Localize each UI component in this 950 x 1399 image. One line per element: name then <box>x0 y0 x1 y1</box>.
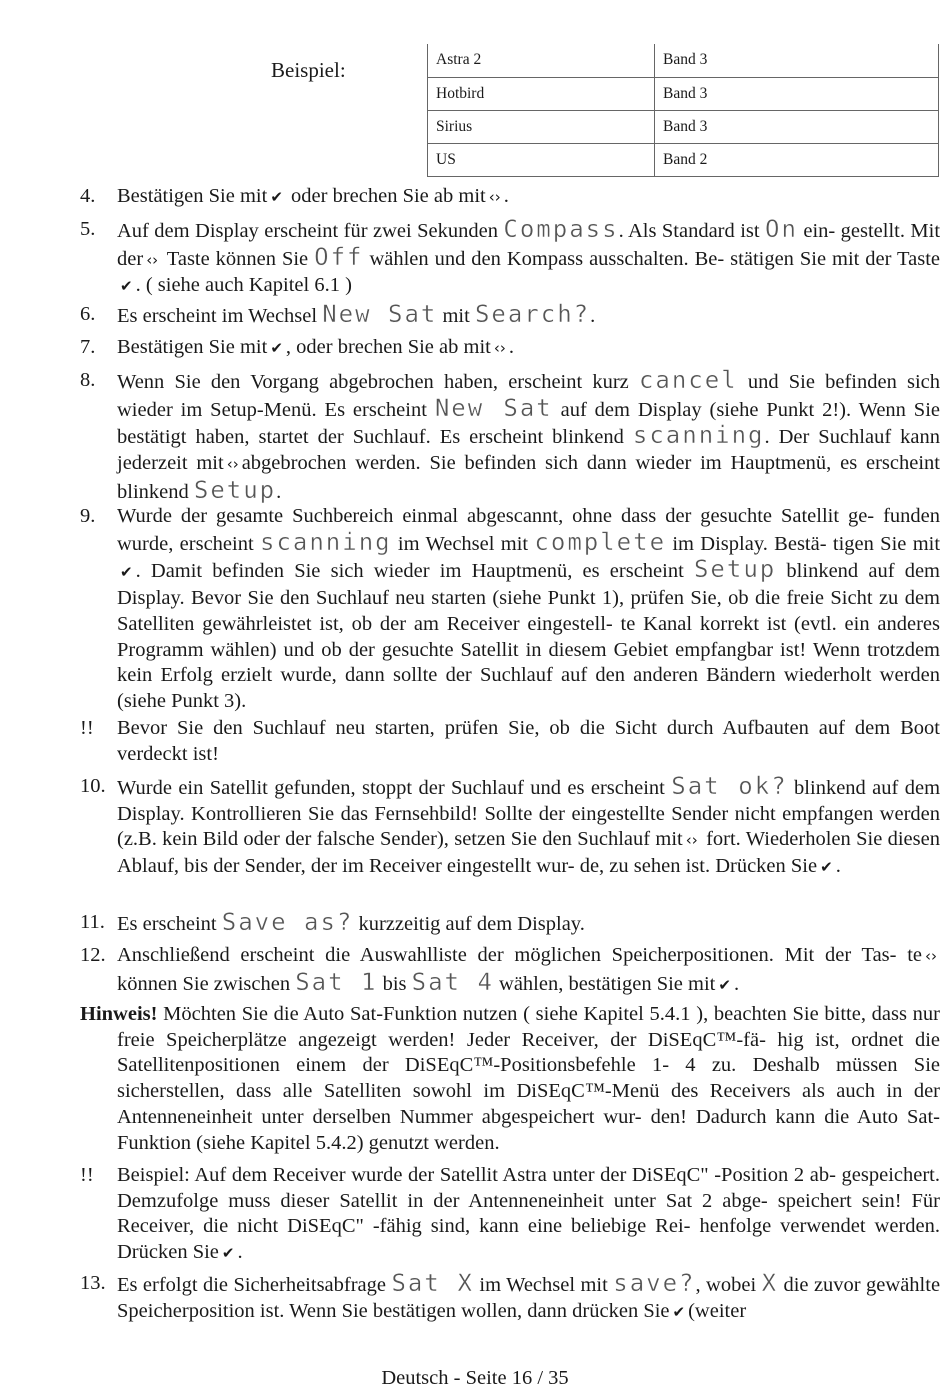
step-text: Bevor Sie den Suchlauf neu starten, prüfen Sie, ob die Sicht durch Aufbauten auf dem Boot verdeckt ist! <box>117 717 940 765</box>
step-text: im Wechsel mit <box>397 532 529 555</box>
check-icon: ✔ <box>718 975 731 994</box>
step-text: kurzzeitig auf dem Display. <box>358 913 585 935</box>
step-number: 11. <box>80 911 105 933</box>
step-text: Es erscheint im Wechsel <box>117 305 318 327</box>
step-number: 4. <box>80 185 96 207</box>
table-row <box>428 44 939 77</box>
display-text: Off <box>314 242 364 271</box>
arrows-icon: ‹› <box>685 831 698 850</box>
step-number: 8. <box>80 369 96 391</box>
step-12 <box>80 943 940 998</box>
table-cell: US <box>428 143 655 176</box>
step-8 <box>80 368 940 506</box>
step-text: . <box>733 972 740 995</box>
step-text: . <box>508 336 514 358</box>
check-icon: ✔ <box>120 563 133 582</box>
step-text: im Wechsel mit <box>479 1274 608 1296</box>
arrows-icon: ‹› <box>226 455 239 474</box>
display-text: New Sat <box>322 300 438 328</box>
arrows-icon: ‹› <box>146 250 159 269</box>
display-text: scanning <box>632 421 765 450</box>
check-icon: ✔ <box>270 339 283 357</box>
display-text: Sat ok? <box>671 772 788 800</box>
step-text: . Damit befinden Sie sich wieder im Hauptmenü, es erscheint <box>135 560 684 583</box>
display-text: Save as? <box>221 908 354 936</box>
step-text: . <box>835 855 841 878</box>
step-10 <box>80 774 940 881</box>
step-text: Es erscheint <box>117 913 217 935</box>
display-text: X <box>761 1269 779 1297</box>
step-text: . <box>276 480 282 503</box>
step-9 <box>80 504 940 715</box>
display-text: complete <box>534 527 667 556</box>
step-text: , oder brechen Sie ab mit <box>285 336 491 358</box>
example-label: Beispiel: <box>271 58 346 82</box>
table-row <box>428 143 939 176</box>
step-text: wählen und den Kompass ausschalten. Be- stätigen Sie mit der Taste <box>369 247 941 270</box>
step-text: im Display. Bestä- tigen Sie mit <box>672 532 941 555</box>
table-cell: Band 3 <box>655 110 939 143</box>
step-text: (weiter <box>688 1299 747 1322</box>
step-text: abgebrochen werden. Sie befinden sich dann wieder im Hauptmenü, es erscheint blinkend <box>117 452 940 503</box>
step-text: Wurde der gesamte Suchbereich einmal abgescannt, ohne dass der gesuchte Satellit ge- funden wurde, erscheint <box>117 505 940 555</box>
step-number: 6. <box>80 303 96 325</box>
step-number: 7. <box>80 336 96 358</box>
arrows-icon: ‹› <box>925 947 937 965</box>
display-text: On <box>765 215 798 243</box>
table-cell: Sirius <box>428 110 655 143</box>
check-icon: ✔ <box>820 858 833 877</box>
step-text: . ( siehe auch Kapitel 6.1 ) <box>135 274 352 297</box>
display-text: Setup <box>193 475 277 504</box>
step-text: und Sie befinden sich wieder im Setup-Menü. Es erscheint <box>117 371 940 421</box>
page-footer: Deutsch - Seite 16 / 35 <box>381 1367 569 1389</box>
hint-text: Möchten Sie die Auto Sat-Funktion nutzen ( siehe Kapitel 5.4.1 ), beachten Sie bitte, dass nur freie Speicherplätze angezeigt werden! Jeder Receiver, der DiSEqC™-fä- hig ist, ordnet die Satellitenpositionen einem der DiSEqC™-Positionsbefehle 1- 4 zu. Deshalb müssen Sie sicherstellen, dass alle Satelliten sowohl im DiSEqC™-Menü des Receivers als auch in der Antenneneinheit unter derselben Nummer abgespeichert wur- den! Dadurch kann die Auto Sat-Funktion (siehe Kapitel 5.4.2) genutzt werden. <box>117 1003 941 1154</box>
step-text: . <box>590 305 596 327</box>
display-text: Sat X <box>391 1269 474 1297</box>
table-row <box>428 110 939 143</box>
check-icon: ✔ <box>120 277 133 296</box>
step-text: Wurde ein Satellit gefunden, stoppt der Suchlauf und es erscheint <box>117 777 665 799</box>
step-number: 12. <box>80 944 106 966</box>
table-cell: Band 3 <box>655 44 939 77</box>
step-text: bis <box>382 972 407 995</box>
table-cell: Astra 2 <box>428 44 655 77</box>
display-text: Compass <box>503 215 619 243</box>
step-number: 9. <box>80 505 96 527</box>
step-5 <box>80 217 940 300</box>
display-text: Sat 4 <box>411 967 494 996</box>
step-13 <box>80 1271 940 1325</box>
step-text: Es erfolgt die Sicherheitsabfrage <box>117 1274 386 1296</box>
display-text: Search? <box>474 300 591 328</box>
step-text: Anschließend erscheint die Auswahlliste der möglichen Speicherpositionen. Mit der Tas- te <box>117 944 922 966</box>
hint-lead: Hinweis! <box>80 1003 158 1025</box>
display-text: Sat 1 <box>295 967 378 996</box>
warning-1 <box>80 716 940 767</box>
step-text: auf dem Display (siehe Punkt 2!). Wenn Sie bestätigt haben, startet der Suchlauf. Es erscheint blinkend <box>117 398 940 449</box>
step-text: . <box>503 185 509 207</box>
warning-mark: !! <box>80 717 94 739</box>
band-table <box>427 44 939 177</box>
step-text: . Der Suchlauf kann jederzeit mit <box>117 426 941 475</box>
display-text: scanning <box>260 527 392 556</box>
step-text: Bestätigen Sie mit <box>117 185 268 207</box>
step-text: Bestätigen Sie mit <box>117 336 268 358</box>
arrows-icon: ‹› <box>493 339 506 357</box>
step-text: . <box>237 1241 243 1264</box>
step-4 <box>80 184 940 211</box>
step-text: . Als Standard ist <box>618 220 760 242</box>
table-row <box>428 77 939 110</box>
check-icon: ✔ <box>221 1244 235 1263</box>
step-text: oder brechen Sie ab mit <box>291 185 486 207</box>
step-text: mit <box>442 305 470 327</box>
step-text: blinkend auf dem Display. Bevor Sie den Suchlauf neu starten (siehe Punkt 1), prüfen Sie, ob die freie Sicht zu dem Satelliten gewährleistet ist, ob der am Receiver eingestell- te Kanal korrekt ist (evtl. ein anderes Programm wählen) und ob der gesuchte Satellit in diesem Gebiet empfangbar ist! Wenn trotzdem kein Erfolg erzielt wurde, dann sollte der Suchlauf auf den anderen Bändern wiederholt werden (siehe Punkt 3). <box>117 560 940 712</box>
step-text: Taste können Sie <box>166 247 309 270</box>
check-icon: ✔ <box>270 188 283 206</box>
step-text: ein- gestellt. Mit der <box>117 220 941 270</box>
warning-mark: !! <box>80 1164 94 1186</box>
table-cell: Band 3 <box>655 77 939 110</box>
step-text: können Sie zwischen <box>117 972 291 995</box>
display-text: New Sat <box>434 393 553 422</box>
step-text: die zuvor gewählte Speicherposition ist. Wenn Sie bestätigen wollen, dann drücken Sie <box>117 1274 941 1322</box>
step-6 <box>80 302 940 330</box>
step-text: , wobei <box>695 1274 757 1296</box>
step-text: fort. Wiederholen Sie diesen Ablauf, bis der Sender, der im Receiver eingestellt wur- de, zu sehen ist. Drücken Sie <box>117 828 940 878</box>
warning-2 <box>80 1163 940 1267</box>
step-number: 10. <box>80 775 106 797</box>
step-text: wählen, bestätigen Sie mit <box>499 972 716 995</box>
display-text: Setup <box>693 555 777 584</box>
step-number: 5. <box>80 218 96 240</box>
hint-block <box>80 1002 940 1156</box>
display-text: save? <box>613 1269 696 1297</box>
table-cell: Band 2 <box>655 143 939 176</box>
step-number: 13. <box>80 1272 106 1294</box>
arrows-icon: ‹› <box>488 188 501 206</box>
step-11 <box>80 910 940 938</box>
table-cell: Hotbird <box>428 77 655 110</box>
step-7 <box>80 335 940 362</box>
check-icon: ✔ <box>672 1302 686 1321</box>
step-text: Wenn Sie den Vorgang abgebrochen haben, erscheint kurz <box>117 371 629 393</box>
step-text: blinkend auf dem Display. Kontrollieren Sie das Fernsehbild! Sollte der eingestellte Sender nicht empfangen werden (z.B. kein Bild oder der falsche Sender), setzen Sie den Suchlauf mit <box>117 777 941 851</box>
step-text: Beispiel: Auf dem Receiver wurde der Satellit Astra unter der DiSEqC" -Position 2 ab- gespeichert. Demzufolge muss dieser Satellit in der Antenneneinheit unter Sat 2 abge- speichert sein! Für Receiver, die nicht DiSEqC" -fähig sind, kann eine beliebige Rei- henfolge verwendet werden. Drücken Sie <box>117 1164 940 1264</box>
step-text: Auf dem Display erscheint für zwei Sekunden <box>117 220 498 242</box>
display-text: cancel <box>638 366 738 394</box>
